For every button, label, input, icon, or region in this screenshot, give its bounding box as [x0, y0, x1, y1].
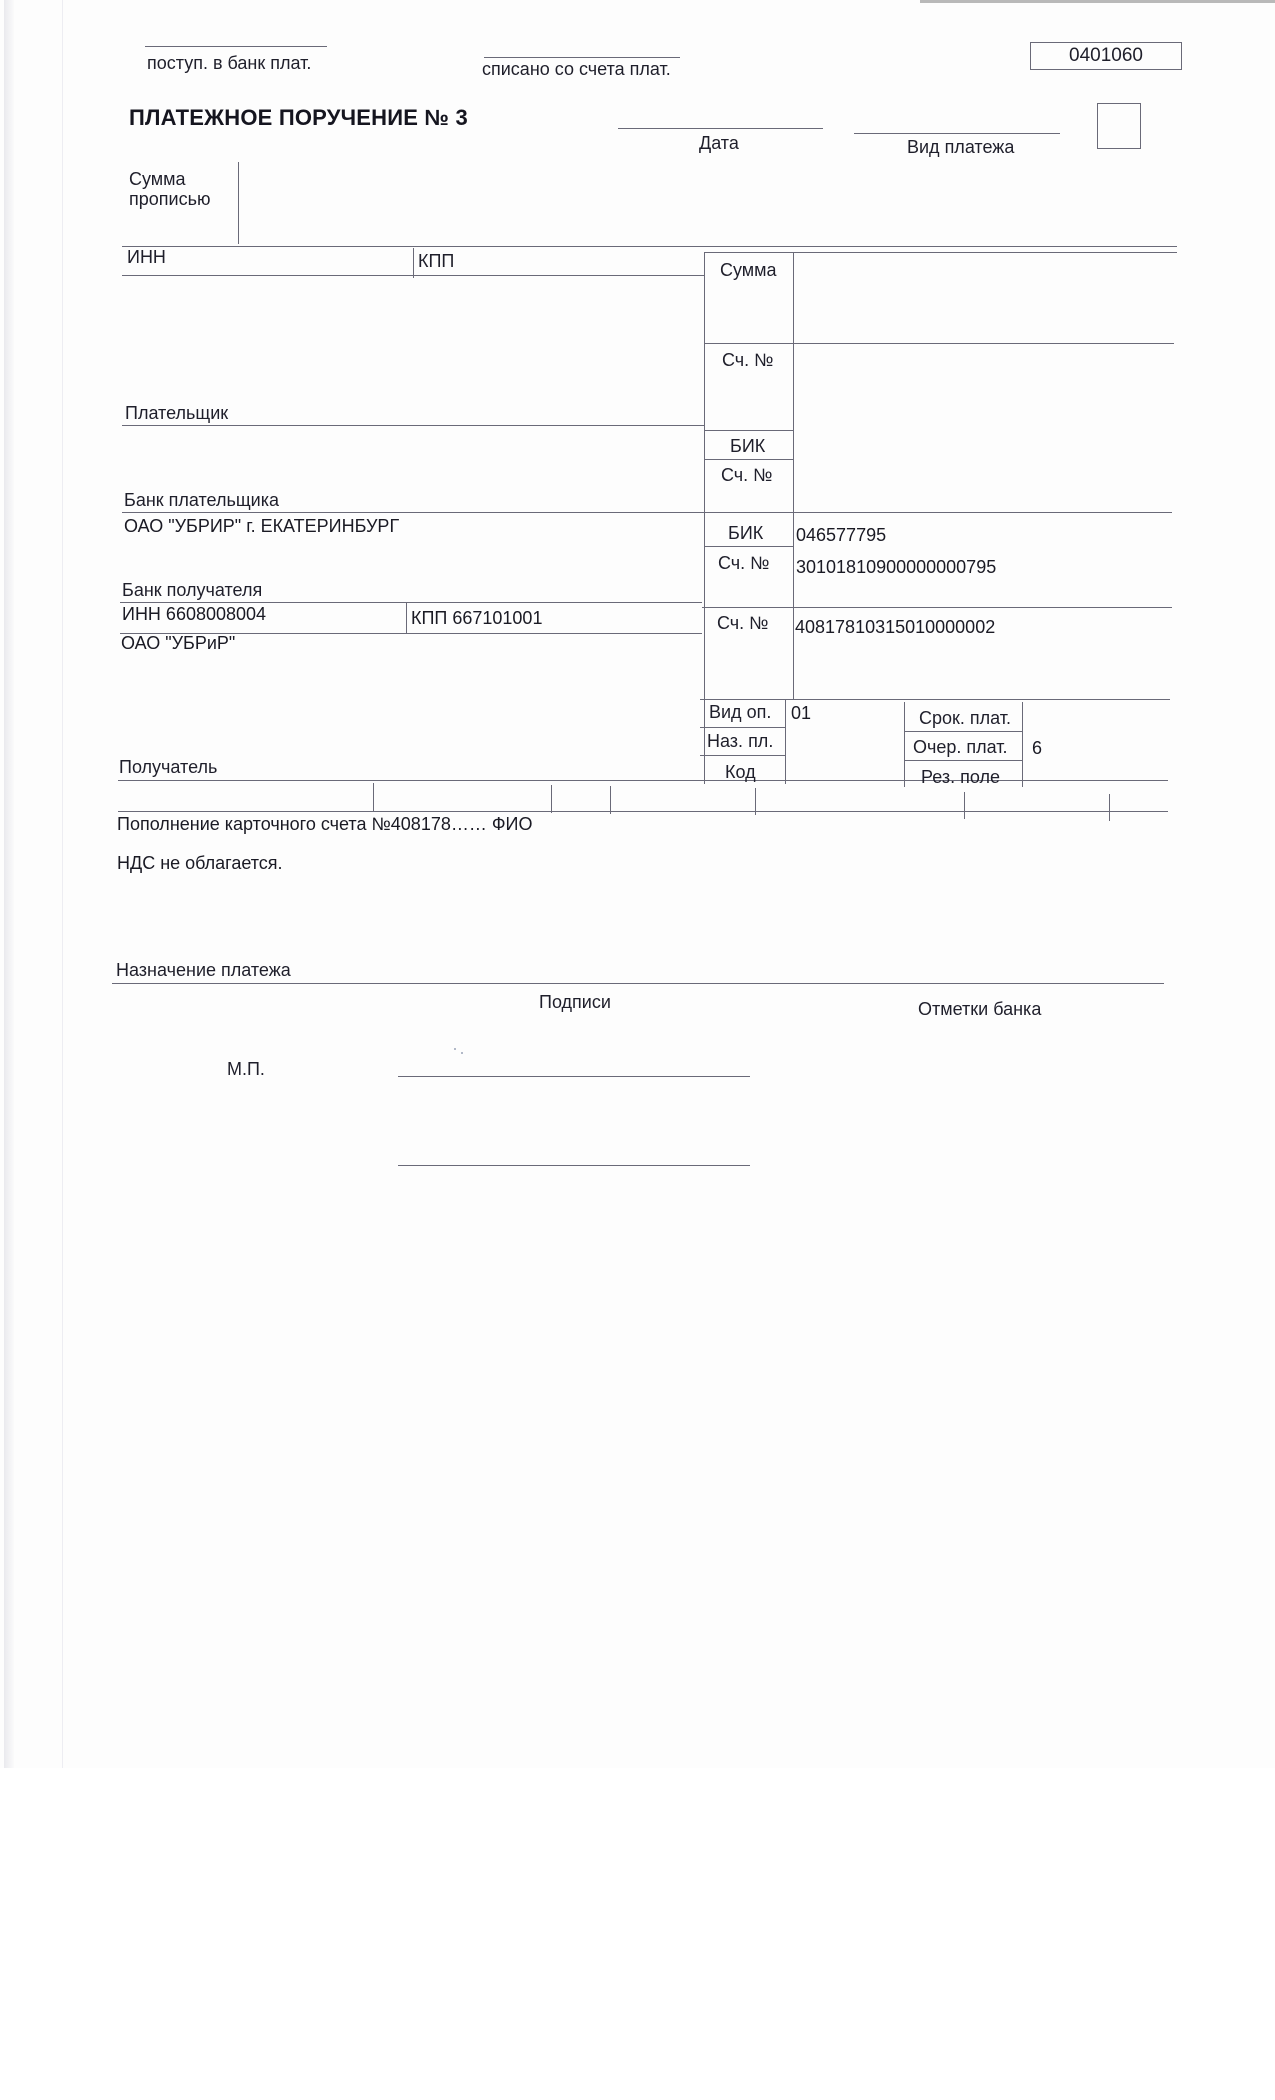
payer-label: Плательщик — [125, 403, 229, 423]
debited-date-line — [484, 57, 680, 58]
due-label: Срок. плат. — [919, 708, 1012, 728]
priority-label: Очер. плат. — [913, 737, 1008, 757]
stamp-label: М.П. — [227, 1059, 265, 1079]
purpose-line-2: НДС не облагается. — [117, 853, 283, 873]
recipient-account-value: 40817810315010000002 — [795, 617, 996, 637]
scan-speck — [461, 1052, 463, 1054]
codes-top-line — [700, 699, 1170, 700]
payer-inn-kpp-divider — [413, 248, 414, 278]
bank-marks-label: Отметки банка — [918, 999, 1042, 1019]
right-column-label-divider — [793, 253, 794, 700]
paper-fold-line — [62, 0, 63, 1768]
scan-speck — [454, 1048, 456, 1050]
tax-cell-divider-5 — [964, 792, 965, 819]
recipient-bik-value: 046577795 — [796, 525, 887, 545]
recipient-inn: ИНН 6608008004 — [122, 604, 267, 624]
codes-divider-1 — [785, 699, 786, 784]
tax-cell-divider-6 — [1109, 794, 1110, 821]
payer-account-label: Сч. № — [722, 350, 774, 370]
paper-edge-shadow — [4, 0, 14, 1768]
payer-inn-label: ИНН — [127, 247, 166, 267]
due-underline — [904, 731, 1022, 732]
purpose-code-underline — [700, 755, 785, 756]
payer-bank-account-label: Сч. № — [721, 465, 773, 485]
debited-label: списано со счета плат. — [482, 59, 671, 79]
amount-words-divider — [238, 162, 239, 244]
form-code: 0401060 — [1030, 42, 1182, 70]
signatures-label: Подписи — [539, 992, 611, 1012]
date-label: Дата — [699, 133, 739, 153]
op-type-value: 01 — [791, 703, 812, 723]
payer-bank-label: Банк плательщика — [124, 490, 279, 510]
recipient-account-top-line — [702, 607, 1172, 608]
recipient-inn-kpp-divider — [406, 603, 407, 633]
priority-value: 6 — [1032, 738, 1043, 758]
tax-cell-divider-1 — [373, 783, 374, 812]
payer-inn-underline — [122, 275, 704, 276]
received-label: поступ. в банк плат. — [147, 53, 312, 73]
codes-divider-2 — [904, 702, 905, 787]
tax-row-bottom-line — [118, 811, 1168, 812]
purpose-label: Назначение платежа — [116, 960, 291, 980]
recipient-bik-bottom-line — [704, 546, 793, 547]
recipient-kpp: КПП 667101001 — [411, 608, 543, 628]
payer-bik-bottom-line — [704, 459, 793, 460]
amount-bottom-line — [704, 343, 1174, 344]
amount-label: Сумма — [720, 260, 777, 280]
recipient-name: ОАО "УБРиР" — [121, 633, 236, 653]
tax-cell-divider-3 — [610, 786, 611, 814]
codes-divider-3 — [1022, 702, 1023, 787]
signature-line-2 — [398, 1165, 750, 1166]
op-type-underline — [700, 727, 785, 728]
purpose-line-1: Пополнение карточного счета №408178…… ФИО — [117, 814, 533, 834]
amount-words-label: Сумма прописью — [129, 169, 211, 209]
date-line — [618, 128, 823, 129]
payer-account-bottom-line — [704, 430, 793, 431]
priority-underline — [904, 760, 1022, 761]
reserve-label: Рез. поле — [921, 767, 1000, 787]
amount-top-line — [704, 252, 1177, 253]
right-column-left-border — [704, 252, 705, 784]
document-title: ПЛАТЕЖНОЕ ПОРУЧЕНИЕ № 3 — [129, 105, 468, 130]
payer-kpp-label: КПП — [418, 251, 455, 271]
payer-bottom-line — [122, 425, 704, 426]
op-type-label: Вид оп. — [709, 702, 772, 722]
payer-bank-name: ОАО "УБРИР" г. ЕКАТЕРИНБУРГ — [124, 516, 400, 536]
amount-words-bottom-line — [122, 246, 1177, 247]
recipient-bank-bottom-line — [120, 602, 702, 603]
purpose-bottom-line — [112, 983, 1164, 984]
corr-account-value: 30101810900000000795 — [796, 557, 997, 577]
recipient-bottom-line — [118, 780, 1168, 781]
code-label: Код — [725, 762, 756, 782]
payment-status-box — [1097, 103, 1141, 149]
received-date-line — [145, 46, 327, 47]
recipient-account-label: Сч. № — [717, 613, 769, 633]
payer-bik-label: БИК — [730, 436, 766, 456]
scan-edge-shade — [920, 0, 1275, 3]
recipient-bik-label: БИК — [728, 523, 764, 543]
payment-type-label: Вид платежа — [907, 137, 1015, 157]
signature-line-1 — [398, 1076, 750, 1077]
recipient-bank-label: Банк получателя — [122, 580, 263, 600]
purpose-code-label: Наз. пл. — [707, 731, 774, 751]
recipient-label: Получатель — [119, 757, 218, 777]
payment-type-line — [854, 133, 1060, 134]
corr-account-label: Сч. № — [718, 553, 770, 573]
payer-bank-bottom-line — [122, 512, 1172, 513]
tax-cell-divider-2 — [551, 785, 552, 813]
